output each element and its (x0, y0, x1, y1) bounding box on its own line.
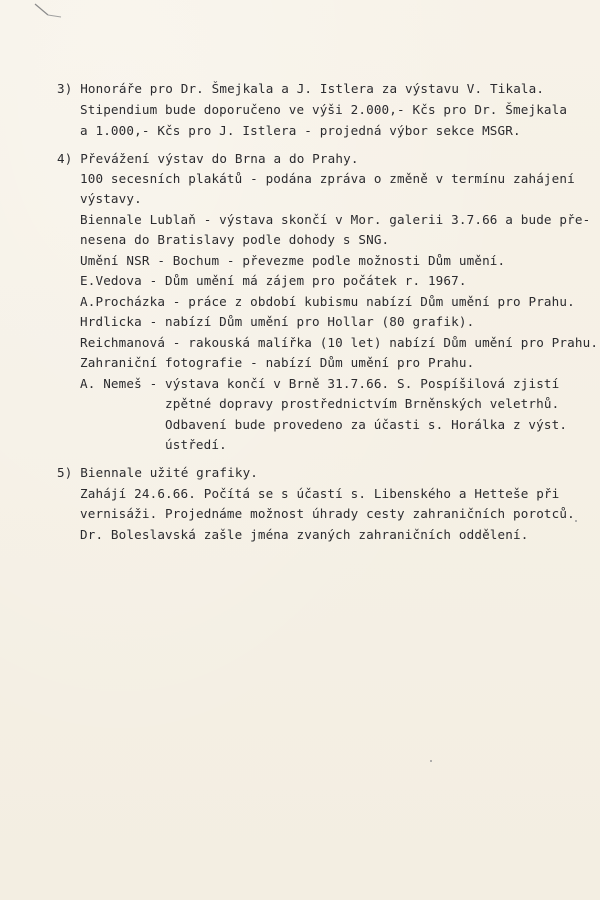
item-4-line-7: E.Vedova - Dům umění má zájem pro počátek r. 1967. (80, 273, 467, 288)
paper-speck (430, 760, 432, 762)
item-4-line-11: Zahraniční fotografie - nabízí Dům umění pro Prahu. (80, 355, 475, 370)
item-4-line-3: výstavy. (80, 191, 142, 206)
item-4-heading: 4) Převážení výstav do Brna a do Prahy. (57, 151, 359, 166)
item-4-line-12: A. Nemeš - výstava končí v Brně 31.7.66. S. Pospíšilová zjistí (80, 376, 560, 391)
paper-speck (575, 520, 577, 522)
item-4-line-14: Odbavení bude provedeno za účasti s. Horálka z výst. (165, 417, 568, 432)
item-4-line-9: Hrdlicka - nabízí Dům umění pro Hollar (80 grafik). (80, 314, 475, 329)
item-3-heading: 3) Honoráře pro Dr. Šmejkala a J. Istlera za výstavu V. Tikala. (57, 81, 545, 96)
item-5-line-4: Dr. Boleslavská zašle jména zvaných zahraničních oddělení. (80, 527, 529, 542)
item-5-line-2: Zahájí 24.6.66. Počítá se s účastí s. Libenského a Hetteše při (80, 486, 560, 501)
item-5-line-3: vernisáži. Projednáme možnost úhrady cesty zahraničních porotců. (80, 506, 575, 521)
item-5-heading: 5) Biennale užité grafiky. (57, 465, 259, 480)
item-4-line-10: Reichmanová - rakouská malířka (10 let) nabízí Dům umění pro Prahu. (80, 335, 599, 350)
item-4-line-5: nesena do Bratislavy podle dohody s SNG. (80, 232, 390, 247)
item-3-line-2: Stipendium bude doporučeno ve výši 2.000,- Kčs pro Dr. Šmejkala (80, 102, 568, 117)
item-4-line-15: ústředí. (165, 437, 227, 452)
item-4-line-4: Biennale Lublaň - výstava skončí v Mor. galerii 3.7.66 a bude pře- (80, 212, 591, 227)
item-4-line-2: 100 secesních plakátů - podána zpráva o změně v termínu zahájení (80, 171, 575, 186)
item-4-line-8: A.Procházka - práce z období kubismu nabízí Dům umění pro Prahu. (80, 294, 575, 309)
staple-mark-icon (34, 2, 62, 20)
item-4-line-6: Umění NSR - Bochum - převezme podle možnosti Dům umění. (80, 253, 506, 268)
item-3-line-3: a 1.000,- Kčs pro J. Istlera - projedná výbor sekce MSGR. (80, 123, 521, 138)
item-4-line-13: zpětné dopravy prostřednictvím Brněnských veletrhů. (165, 396, 560, 411)
